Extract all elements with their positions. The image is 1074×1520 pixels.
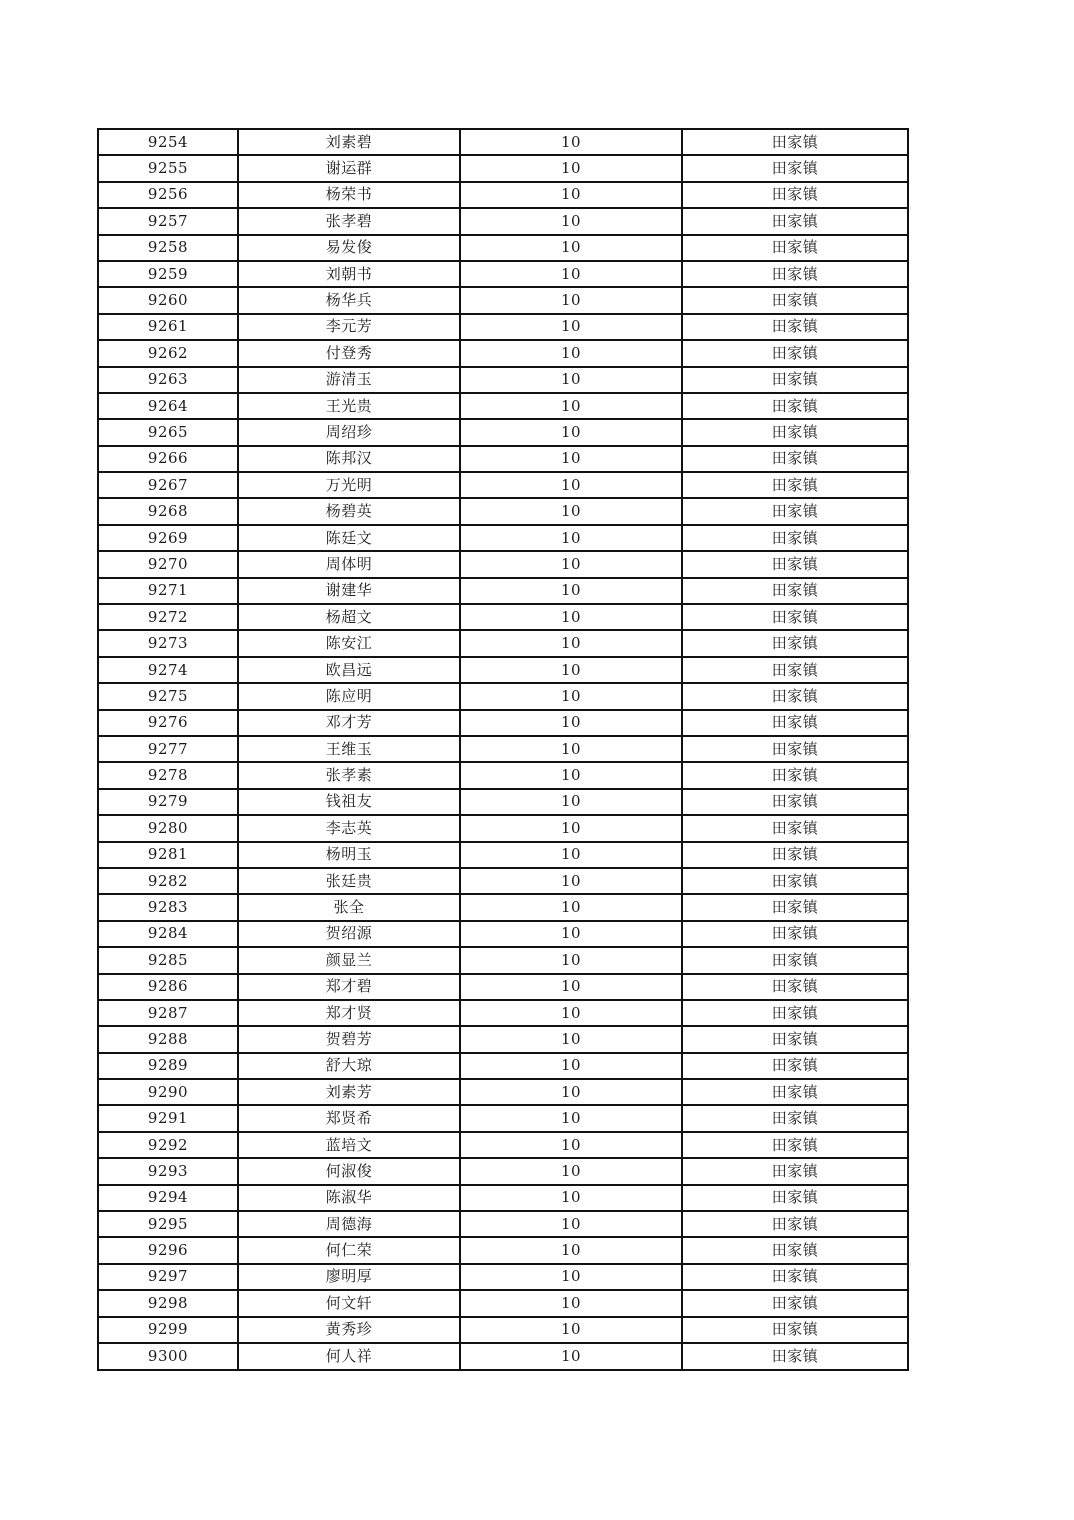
table-cell-amount: 10 (460, 1158, 682, 1184)
table-row (98, 367, 908, 393)
table-row (98, 1132, 908, 1158)
table-cell-name: 付登秀 (238, 340, 460, 366)
table-cell-amount: 10 (460, 235, 682, 261)
table-row (98, 261, 908, 287)
table-row (98, 1158, 908, 1184)
table-row (98, 208, 908, 234)
table-cell-id: 9285 (98, 947, 238, 973)
table-row (98, 446, 908, 472)
table-row (98, 1211, 908, 1237)
table-row (98, 842, 908, 868)
table-cell-name: 李元芳 (238, 314, 460, 340)
table-cell-id: 9268 (98, 498, 238, 524)
table-row (98, 683, 908, 709)
table-cell-id: 9292 (98, 1132, 238, 1158)
table-cell-amount: 10 (460, 155, 682, 181)
table-cell-name: 陈廷文 (238, 525, 460, 551)
table-cell-amount: 10 (460, 446, 682, 472)
table-row (98, 472, 908, 498)
table-row (98, 1079, 908, 1105)
table-row (98, 921, 908, 947)
table-cell-id: 9259 (98, 261, 238, 287)
table-cell-town: 田家镇 (682, 1211, 908, 1237)
table-cell-town: 田家镇 (682, 947, 908, 973)
table-row (98, 604, 908, 630)
table-cell-id: 9295 (98, 1211, 238, 1237)
table-cell-id: 9275 (98, 683, 238, 709)
table-cell-town: 田家镇 (682, 974, 908, 1000)
table-cell-id: 9291 (98, 1105, 238, 1131)
table-cell-id: 9262 (98, 340, 238, 366)
table-cell-name: 郑才碧 (238, 974, 460, 1000)
table-cell-id: 9270 (98, 551, 238, 577)
table-cell-town: 田家镇 (682, 419, 908, 445)
table-cell-id: 9255 (98, 155, 238, 181)
table-cell-name: 邓才芳 (238, 710, 460, 736)
table-cell-amount: 10 (460, 789, 682, 815)
table-row (98, 393, 908, 419)
table-cell-town: 田家镇 (682, 1237, 908, 1263)
table-cell-town: 田家镇 (682, 736, 908, 762)
table-cell-town: 田家镇 (682, 182, 908, 208)
table-row (98, 1185, 908, 1211)
table-cell-amount: 10 (460, 1211, 682, 1237)
table-cell-name: 张孝素 (238, 762, 460, 788)
table-cell-town: 田家镇 (682, 604, 908, 630)
table-cell-id: 9287 (98, 1000, 238, 1026)
table-row (98, 868, 908, 894)
table-cell-town: 田家镇 (682, 762, 908, 788)
table-cell-id: 9254 (98, 129, 238, 155)
table-cell-id: 9273 (98, 630, 238, 656)
table-cell-id: 9256 (98, 182, 238, 208)
table-cell-name: 陈安江 (238, 630, 460, 656)
table-cell-name: 易发俊 (238, 235, 460, 261)
table-cell-id: 9279 (98, 789, 238, 815)
table-cell-name: 张全 (238, 894, 460, 920)
table-cell-amount: 10 (460, 1290, 682, 1316)
roster-table-body (98, 129, 908, 1370)
table-cell-name: 杨碧英 (238, 498, 460, 524)
table-cell-name: 廖明厚 (238, 1264, 460, 1290)
table-cell-amount: 10 (460, 261, 682, 287)
table-row (98, 947, 908, 973)
table-cell-amount: 10 (460, 314, 682, 340)
table-cell-town: 田家镇 (682, 657, 908, 683)
table-cell-id: 9289 (98, 1053, 238, 1079)
table-cell-amount: 10 (460, 340, 682, 366)
table-cell-id: 9286 (98, 974, 238, 1000)
table-cell-id: 9276 (98, 710, 238, 736)
table-cell-amount: 10 (460, 762, 682, 788)
table-cell-name: 蓝培文 (238, 1132, 460, 1158)
table-cell-id: 9290 (98, 1079, 238, 1105)
table-cell-amount: 10 (460, 947, 682, 973)
table-cell-id: 9281 (98, 842, 238, 868)
table-row (98, 1290, 908, 1316)
table-row (98, 710, 908, 736)
table-cell-id: 9257 (98, 208, 238, 234)
table-cell-town: 田家镇 (682, 578, 908, 604)
table-cell-amount: 10 (460, 1053, 682, 1079)
table-row (98, 789, 908, 815)
table-cell-town: 田家镇 (682, 235, 908, 261)
table-cell-amount: 10 (460, 1000, 682, 1026)
table-cell-town: 田家镇 (682, 868, 908, 894)
table-cell-name: 张廷贵 (238, 868, 460, 894)
table-cell-town: 田家镇 (682, 340, 908, 366)
table-row (98, 419, 908, 445)
table-cell-amount: 10 (460, 710, 682, 736)
table-cell-amount: 10 (460, 287, 682, 313)
table-cell-town: 田家镇 (682, 129, 908, 155)
table-cell-amount: 10 (460, 842, 682, 868)
table-cell-amount: 10 (460, 1343, 682, 1370)
table-cell-amount: 10 (460, 525, 682, 551)
table-cell-amount: 10 (460, 182, 682, 208)
table-cell-name: 何文轩 (238, 1290, 460, 1316)
table-row (98, 894, 908, 920)
table-cell-town: 田家镇 (682, 1053, 908, 1079)
table-row (98, 1264, 908, 1290)
table-cell-id: 9272 (98, 604, 238, 630)
table-cell-amount: 10 (460, 657, 682, 683)
table-cell-amount: 10 (460, 1132, 682, 1158)
table-cell-name: 杨超文 (238, 604, 460, 630)
table-row (98, 129, 908, 155)
table-cell-town: 田家镇 (682, 261, 908, 287)
table-row (98, 630, 908, 656)
table-cell-name: 陈淑华 (238, 1185, 460, 1211)
table-row (98, 815, 908, 841)
table-cell-town: 田家镇 (682, 314, 908, 340)
table-cell-amount: 10 (460, 1317, 682, 1343)
table-cell-name: 刘素碧 (238, 129, 460, 155)
table-cell-town: 田家镇 (682, 393, 908, 419)
table-cell-name: 周绍珍 (238, 419, 460, 445)
table-cell-name: 游清玉 (238, 367, 460, 393)
table-row (98, 762, 908, 788)
table-cell-town: 田家镇 (682, 498, 908, 524)
table-cell-id: 9298 (98, 1290, 238, 1316)
table-cell-amount: 10 (460, 1264, 682, 1290)
table-row (98, 578, 908, 604)
table-cell-name: 舒大琼 (238, 1053, 460, 1079)
table-cell-town: 田家镇 (682, 842, 908, 868)
table-cell-id: 9283 (98, 894, 238, 920)
table-cell-name: 贺碧芳 (238, 1026, 460, 1052)
table-cell-town: 田家镇 (682, 525, 908, 551)
table-cell-name: 贺绍源 (238, 921, 460, 947)
table-cell-amount: 10 (460, 1185, 682, 1211)
table-cell-amount: 10 (460, 578, 682, 604)
table-cell-id: 9269 (98, 525, 238, 551)
table-cell-town: 田家镇 (682, 1317, 908, 1343)
table-cell-id: 9261 (98, 314, 238, 340)
table-cell-id: 9282 (98, 868, 238, 894)
table-cell-amount: 10 (460, 367, 682, 393)
table-cell-town: 田家镇 (682, 1132, 908, 1158)
table-row (98, 1026, 908, 1052)
table-cell-amount: 10 (460, 894, 682, 920)
table-cell-name: 杨荣书 (238, 182, 460, 208)
table-cell-name: 陈应明 (238, 683, 460, 709)
table-row (98, 1343, 908, 1370)
table-cell-town: 田家镇 (682, 1000, 908, 1026)
table-cell-name: 杨明玉 (238, 842, 460, 868)
table-cell-town: 田家镇 (682, 155, 908, 181)
table-cell-name: 周体明 (238, 551, 460, 577)
table-cell-name: 谢建华 (238, 578, 460, 604)
table-cell-amount: 10 (460, 921, 682, 947)
table-cell-id: 9267 (98, 472, 238, 498)
table-cell-id: 9265 (98, 419, 238, 445)
roster-table (97, 128, 909, 1371)
table-cell-name: 周德海 (238, 1211, 460, 1237)
table-cell-town: 田家镇 (682, 1343, 908, 1370)
table-cell-id: 9296 (98, 1237, 238, 1263)
table-row (98, 235, 908, 261)
table-cell-town: 田家镇 (682, 815, 908, 841)
table-row (98, 155, 908, 181)
table-cell-name: 刘素芳 (238, 1079, 460, 1105)
table-row (98, 736, 908, 762)
table-cell-town: 田家镇 (682, 208, 908, 234)
table-cell-id: 9288 (98, 1026, 238, 1052)
table-cell-id: 9263 (98, 367, 238, 393)
table-cell-town: 田家镇 (682, 1079, 908, 1105)
table-cell-name: 颜显兰 (238, 947, 460, 973)
table-cell-id: 9294 (98, 1185, 238, 1211)
table-cell-id: 9297 (98, 1264, 238, 1290)
table-cell-amount: 10 (460, 1026, 682, 1052)
table-cell-id: 9280 (98, 815, 238, 841)
table-cell-id: 9264 (98, 393, 238, 419)
table-cell-id: 9278 (98, 762, 238, 788)
table-cell-town: 田家镇 (682, 287, 908, 313)
table-row (98, 182, 908, 208)
table-cell-name: 万光明 (238, 472, 460, 498)
table-cell-amount: 10 (460, 1079, 682, 1105)
table-cell-id: 9258 (98, 235, 238, 261)
table-cell-town: 田家镇 (682, 1026, 908, 1052)
table-cell-town: 田家镇 (682, 551, 908, 577)
table-cell-id: 9260 (98, 287, 238, 313)
table-cell-amount: 10 (460, 1105, 682, 1131)
table-cell-name: 黄秀珍 (238, 1317, 460, 1343)
table-cell-town: 田家镇 (682, 1105, 908, 1131)
table-cell-town: 田家镇 (682, 921, 908, 947)
table-row (98, 287, 908, 313)
table-cell-name: 何仁荣 (238, 1237, 460, 1263)
table-row (98, 314, 908, 340)
table-cell-id: 9271 (98, 578, 238, 604)
table-cell-name: 杨华兵 (238, 287, 460, 313)
table-row (98, 1105, 908, 1131)
table-cell-town: 田家镇 (682, 1158, 908, 1184)
table-row (98, 1053, 908, 1079)
table-cell-name: 刘朝书 (238, 261, 460, 287)
table-cell-town: 田家镇 (682, 894, 908, 920)
table-cell-id: 9277 (98, 736, 238, 762)
table-cell-id: 9284 (98, 921, 238, 947)
table-cell-id: 9300 (98, 1343, 238, 1370)
table-cell-town: 田家镇 (682, 1185, 908, 1211)
table-cell-id: 9274 (98, 657, 238, 683)
table-cell-amount: 10 (460, 683, 682, 709)
table-cell-amount: 10 (460, 419, 682, 445)
table-cell-town: 田家镇 (682, 789, 908, 815)
table-row (98, 525, 908, 551)
table-cell-town: 田家镇 (682, 446, 908, 472)
table-cell-amount: 10 (460, 868, 682, 894)
table-row (98, 974, 908, 1000)
table-cell-id: 9299 (98, 1317, 238, 1343)
table-row (98, 1237, 908, 1263)
table-cell-name: 王光贵 (238, 393, 460, 419)
table-cell-amount: 10 (460, 208, 682, 234)
table-cell-amount: 10 (460, 551, 682, 577)
table-row (98, 657, 908, 683)
table-row (98, 498, 908, 524)
table-cell-name: 张孝碧 (238, 208, 460, 234)
table-cell-id: 9266 (98, 446, 238, 472)
table-cell-town: 田家镇 (682, 630, 908, 656)
table-cell-amount: 10 (460, 129, 682, 155)
table-cell-town: 田家镇 (682, 1264, 908, 1290)
table-cell-amount: 10 (460, 393, 682, 419)
table-cell-id: 9293 (98, 1158, 238, 1184)
table-cell-amount: 10 (460, 630, 682, 656)
table-cell-town: 田家镇 (682, 367, 908, 393)
table-cell-amount: 10 (460, 974, 682, 1000)
table-cell-amount: 10 (460, 604, 682, 630)
table-cell-amount: 10 (460, 1237, 682, 1263)
table-cell-name: 郑才贤 (238, 1000, 460, 1026)
table-cell-town: 田家镇 (682, 683, 908, 709)
table-row (98, 551, 908, 577)
table-cell-name: 李志英 (238, 815, 460, 841)
table-row (98, 1000, 908, 1026)
table-row (98, 1317, 908, 1343)
table-cell-amount: 10 (460, 498, 682, 524)
table-cell-name: 钱祖友 (238, 789, 460, 815)
table-cell-name: 何人祥 (238, 1343, 460, 1370)
table-cell-amount: 10 (460, 815, 682, 841)
table-cell-town: 田家镇 (682, 710, 908, 736)
table-row (98, 340, 908, 366)
table-cell-name: 郑贤希 (238, 1105, 460, 1131)
table-cell-name: 陈邦汉 (238, 446, 460, 472)
table-cell-town: 田家镇 (682, 1290, 908, 1316)
table-cell-amount: 10 (460, 472, 682, 498)
table-cell-amount: 10 (460, 736, 682, 762)
table-cell-name: 王维玉 (238, 736, 460, 762)
table-cell-name: 欧昌远 (238, 657, 460, 683)
table-cell-town: 田家镇 (682, 472, 908, 498)
table-cell-name: 谢运群 (238, 155, 460, 181)
table-cell-name: 何淑俊 (238, 1158, 460, 1184)
